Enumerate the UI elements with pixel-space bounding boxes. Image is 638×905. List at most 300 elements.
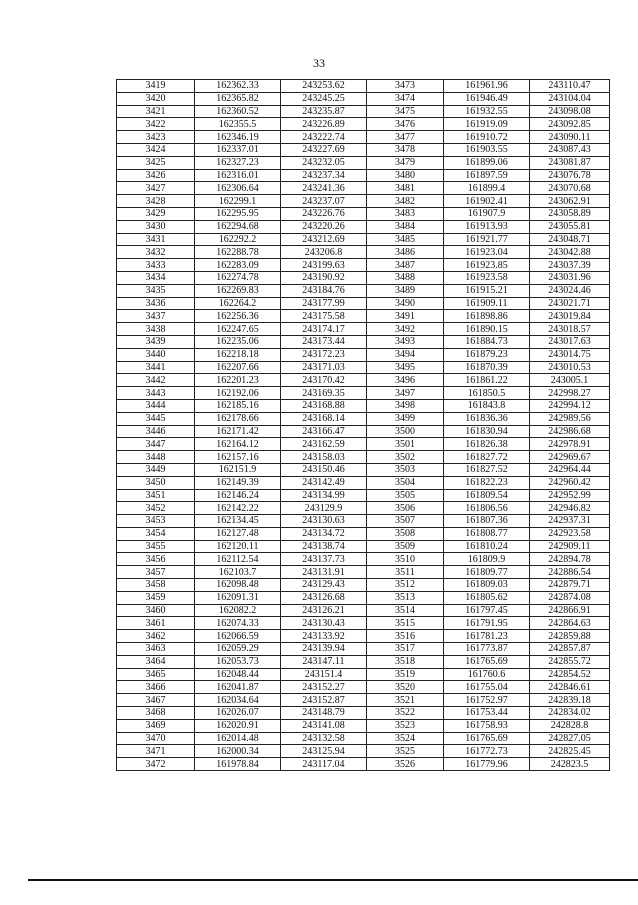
point-number-left-cell: 3458 <box>117 579 195 592</box>
y-coordinate-left-cell: 243134.99 <box>281 489 367 502</box>
y-coordinate-right-cell: 243017.63 <box>530 335 610 348</box>
x-coordinate-right-cell: 161822.23 <box>444 476 530 489</box>
x-coordinate-left-cell: 162000.34 <box>195 745 281 758</box>
table-row <box>117 655 610 668</box>
point-number-left-cell: 3428 <box>117 195 195 208</box>
point-number-left-cell: 3419 <box>117 80 195 93</box>
y-coordinate-right-cell: 242923.58 <box>530 527 610 540</box>
x-coordinate-left-cell: 162235.06 <box>195 335 281 348</box>
point-number-left-cell: 3424 <box>117 143 195 156</box>
x-coordinate-right-cell: 161760.6 <box>444 668 530 681</box>
x-coordinate-left-cell: 162091.31 <box>195 591 281 604</box>
table-row <box>117 553 610 566</box>
point-number-left-cell: 3467 <box>117 694 195 707</box>
x-coordinate-right-cell: 161765.69 <box>444 732 530 745</box>
x-coordinate-left-cell: 162360.52 <box>195 105 281 118</box>
y-coordinate-left-cell: 243226.89 <box>281 118 367 131</box>
x-coordinate-right-cell: 161806.56 <box>444 502 530 515</box>
point-number-left-cell: 3464 <box>117 655 195 668</box>
y-coordinate-left-cell: 243237.07 <box>281 195 367 208</box>
x-coordinate-left-cell: 162178.66 <box>195 412 281 425</box>
table-row <box>117 463 610 476</box>
point-number-right-cell: 3478 <box>367 143 444 156</box>
table-row <box>117 105 610 118</box>
point-number-right-cell: 3508 <box>367 527 444 540</box>
x-coordinate-right-cell: 161765.69 <box>444 655 530 668</box>
x-coordinate-right-cell: 161826.38 <box>444 438 530 451</box>
y-coordinate-left-cell: 243170.42 <box>281 374 367 387</box>
table-row <box>117 131 610 144</box>
y-coordinate-left-cell: 243245.25 <box>281 92 367 105</box>
table-row <box>117 348 610 361</box>
x-coordinate-left-cell: 162365.82 <box>195 92 281 105</box>
y-coordinate-right-cell: 243087.43 <box>530 143 610 156</box>
table-row <box>117 118 610 131</box>
table-row <box>117 310 610 323</box>
y-coordinate-left-cell: 243184.76 <box>281 284 367 297</box>
point-number-right-cell: 3498 <box>367 399 444 412</box>
x-coordinate-right-cell: 161758.93 <box>444 719 530 732</box>
y-coordinate-left-cell: 243174.17 <box>281 323 367 336</box>
point-number-left-cell: 3427 <box>117 182 195 195</box>
y-coordinate-right-cell: 243058.89 <box>530 207 610 220</box>
x-coordinate-left-cell: 162355.5 <box>195 118 281 131</box>
y-coordinate-right-cell: 243055.81 <box>530 220 610 233</box>
x-coordinate-left-cell: 162274.78 <box>195 271 281 284</box>
point-number-left-cell: 3433 <box>117 259 195 272</box>
x-coordinate-right-cell: 161809.54 <box>444 489 530 502</box>
point-number-right-cell: 3525 <box>367 745 444 758</box>
y-coordinate-left-cell: 243166.47 <box>281 425 367 438</box>
y-coordinate-right-cell: 243042.88 <box>530 246 610 259</box>
y-coordinate-left-cell: 243147.11 <box>281 655 367 668</box>
y-coordinate-right-cell: 242866.91 <box>530 604 610 617</box>
y-coordinate-left-cell: 243227.69 <box>281 143 367 156</box>
y-coordinate-right-cell: 242960.42 <box>530 476 610 489</box>
x-coordinate-right-cell: 161890.15 <box>444 323 530 336</box>
y-coordinate-right-cell: 243098.08 <box>530 105 610 118</box>
table-row <box>117 630 610 643</box>
point-number-right-cell: 3499 <box>367 412 444 425</box>
table-row <box>117 399 610 412</box>
point-number-right-cell: 3481 <box>367 182 444 195</box>
point-number-left-cell: 3429 <box>117 207 195 220</box>
y-coordinate-left-cell: 243126.68 <box>281 591 367 604</box>
x-coordinate-right-cell: 161932.55 <box>444 105 530 118</box>
x-coordinate-left-cell: 162066.59 <box>195 630 281 643</box>
y-coordinate-right-cell: 242879.71 <box>530 579 610 592</box>
x-coordinate-left-cell: 161978.84 <box>195 758 281 771</box>
x-coordinate-left-cell: 162288.78 <box>195 246 281 259</box>
y-coordinate-right-cell: 242846.61 <box>530 681 610 694</box>
y-coordinate-left-cell: 243151.4 <box>281 668 367 681</box>
y-coordinate-left-cell: 243126.21 <box>281 604 367 617</box>
y-coordinate-left-cell: 243199.63 <box>281 259 367 272</box>
point-number-right-cell: 3519 <box>367 668 444 681</box>
point-number-left-cell: 3434 <box>117 271 195 284</box>
x-coordinate-left-cell: 162264.2 <box>195 297 281 310</box>
x-coordinate-right-cell: 161810.24 <box>444 540 530 553</box>
y-coordinate-right-cell: 242909.11 <box>530 540 610 553</box>
point-number-left-cell: 3449 <box>117 463 195 476</box>
table-row <box>117 745 610 758</box>
point-number-right-cell: 3484 <box>367 220 444 233</box>
point-number-left-cell: 3459 <box>117 591 195 604</box>
y-coordinate-right-cell: 243010.53 <box>530 361 610 374</box>
x-coordinate-right-cell: 161809.77 <box>444 566 530 579</box>
point-number-left-cell: 3430 <box>117 220 195 233</box>
table-row <box>117 579 610 592</box>
point-number-left-cell: 3442 <box>117 374 195 387</box>
point-number-right-cell: 3492 <box>367 323 444 336</box>
y-coordinate-right-cell: 242854.52 <box>530 668 610 681</box>
page-number: 33 <box>313 56 325 70</box>
point-number-left-cell: 3461 <box>117 617 195 630</box>
table-row <box>117 323 610 336</box>
x-coordinate-right-cell: 161850.5 <box>444 387 530 400</box>
y-coordinate-left-cell: 243132.58 <box>281 732 367 745</box>
point-number-right-cell: 3521 <box>367 694 444 707</box>
y-coordinate-left-cell: 243222.74 <box>281 131 367 144</box>
y-coordinate-right-cell: 242827.05 <box>530 732 610 745</box>
point-number-left-cell: 3463 <box>117 643 195 656</box>
x-coordinate-right-cell: 161843.8 <box>444 399 530 412</box>
x-coordinate-right-cell: 161809.03 <box>444 579 530 592</box>
y-coordinate-left-cell: 243212.69 <box>281 233 367 246</box>
x-coordinate-left-cell: 162256.36 <box>195 310 281 323</box>
y-coordinate-left-cell: 243131.91 <box>281 566 367 579</box>
table-row <box>117 515 610 528</box>
point-number-right-cell: 3490 <box>367 297 444 310</box>
point-number-left-cell: 3468 <box>117 707 195 720</box>
point-number-right-cell: 3476 <box>367 118 444 131</box>
x-coordinate-right-cell: 161884.73 <box>444 335 530 348</box>
x-coordinate-right-cell: 161809.9 <box>444 553 530 566</box>
point-number-right-cell: 3488 <box>367 271 444 284</box>
y-coordinate-left-cell: 243150.46 <box>281 463 367 476</box>
y-coordinate-right-cell: 242834.02 <box>530 707 610 720</box>
y-coordinate-left-cell: 243253.62 <box>281 80 367 93</box>
table-row <box>117 220 610 233</box>
table-row <box>117 719 610 732</box>
x-coordinate-left-cell: 162142.22 <box>195 502 281 515</box>
point-number-left-cell: 3439 <box>117 335 195 348</box>
table-row <box>117 259 610 272</box>
point-number-right-cell: 3523 <box>367 719 444 732</box>
x-coordinate-left-cell: 162157.16 <box>195 451 281 464</box>
y-coordinate-right-cell: 243110.47 <box>530 80 610 93</box>
point-number-right-cell: 3501 <box>367 438 444 451</box>
point-number-left-cell: 3446 <box>117 425 195 438</box>
table-row <box>117 246 610 259</box>
x-coordinate-right-cell: 161870.39 <box>444 361 530 374</box>
point-number-right-cell: 3487 <box>367 259 444 272</box>
table-row <box>117 374 610 387</box>
y-coordinate-left-cell: 243190.92 <box>281 271 367 284</box>
table-row <box>117 604 610 617</box>
x-coordinate-right-cell: 161923.04 <box>444 246 530 259</box>
bottom-rule <box>28 879 638 881</box>
point-number-right-cell: 3509 <box>367 540 444 553</box>
table-row <box>117 566 610 579</box>
point-number-right-cell: 3505 <box>367 489 444 502</box>
point-number-right-cell: 3522 <box>367 707 444 720</box>
point-number-left-cell: 3452 <box>117 502 195 515</box>
x-coordinate-left-cell: 162295.95 <box>195 207 281 220</box>
y-coordinate-left-cell: 243129.43 <box>281 579 367 592</box>
point-number-left-cell: 3471 <box>117 745 195 758</box>
point-number-left-cell: 3443 <box>117 387 195 400</box>
y-coordinate-right-cell: 243031.96 <box>530 271 610 284</box>
point-number-right-cell: 3507 <box>367 515 444 528</box>
point-number-left-cell: 3435 <box>117 284 195 297</box>
y-coordinate-right-cell: 242864.63 <box>530 617 610 630</box>
x-coordinate-right-cell: 161921.77 <box>444 233 530 246</box>
point-number-right-cell: 3489 <box>367 284 444 297</box>
x-coordinate-left-cell: 162337.01 <box>195 143 281 156</box>
y-coordinate-left-cell: 243171.03 <box>281 361 367 374</box>
x-coordinate-left-cell: 162146.24 <box>195 489 281 502</box>
x-coordinate-right-cell: 161879.23 <box>444 348 530 361</box>
y-coordinate-left-cell: 243162.59 <box>281 438 367 451</box>
point-number-left-cell: 3423 <box>117 131 195 144</box>
point-number-left-cell: 3455 <box>117 540 195 553</box>
x-coordinate-left-cell: 162074.33 <box>195 617 281 630</box>
y-coordinate-right-cell: 242886.54 <box>530 566 610 579</box>
table-row <box>117 156 610 169</box>
x-coordinate-right-cell: 161807.36 <box>444 515 530 528</box>
y-coordinate-right-cell: 243018.57 <box>530 323 610 336</box>
y-coordinate-right-cell: 243104.04 <box>530 92 610 105</box>
x-coordinate-left-cell: 162316.01 <box>195 169 281 182</box>
coordinate-table <box>116 79 610 771</box>
point-number-right-cell: 3473 <box>367 80 444 93</box>
point-number-left-cell: 3450 <box>117 476 195 489</box>
x-coordinate-right-cell: 161773.87 <box>444 643 530 656</box>
table-row <box>117 476 610 489</box>
table-row <box>117 617 610 630</box>
x-coordinate-right-cell: 161907.9 <box>444 207 530 220</box>
point-number-left-cell: 3453 <box>117 515 195 528</box>
point-number-left-cell: 3462 <box>117 630 195 643</box>
y-coordinate-left-cell: 243129.9 <box>281 502 367 515</box>
table-row <box>117 489 610 502</box>
x-coordinate-left-cell: 162201.23 <box>195 374 281 387</box>
point-number-right-cell: 3491 <box>367 310 444 323</box>
y-coordinate-left-cell: 243232.05 <box>281 156 367 169</box>
point-number-right-cell: 3503 <box>367 463 444 476</box>
point-number-left-cell: 3420 <box>117 92 195 105</box>
point-number-left-cell: 3460 <box>117 604 195 617</box>
x-coordinate-right-cell: 161902.41 <box>444 195 530 208</box>
y-coordinate-right-cell: 242998.27 <box>530 387 610 400</box>
point-number-right-cell: 3475 <box>367 105 444 118</box>
y-coordinate-right-cell: 242946.82 <box>530 502 610 515</box>
x-coordinate-left-cell: 162026.07 <box>195 707 281 720</box>
x-coordinate-right-cell: 161861.22 <box>444 374 530 387</box>
point-number-right-cell: 3517 <box>367 643 444 656</box>
point-number-right-cell: 3477 <box>367 131 444 144</box>
x-coordinate-right-cell: 161791.95 <box>444 617 530 630</box>
y-coordinate-right-cell: 243021.71 <box>530 297 610 310</box>
y-coordinate-right-cell: 242839.18 <box>530 694 610 707</box>
table-row <box>117 412 610 425</box>
x-coordinate-left-cell: 162192.06 <box>195 387 281 400</box>
table-row <box>117 668 610 681</box>
point-number-left-cell: 3448 <box>117 451 195 464</box>
x-coordinate-right-cell: 161919.09 <box>444 118 530 131</box>
x-coordinate-right-cell: 161830.94 <box>444 425 530 438</box>
y-coordinate-right-cell: 243019.84 <box>530 310 610 323</box>
y-coordinate-left-cell: 243169.35 <box>281 387 367 400</box>
x-coordinate-left-cell: 162346.19 <box>195 131 281 144</box>
x-coordinate-left-cell: 162059.29 <box>195 643 281 656</box>
x-coordinate-left-cell: 162171.42 <box>195 425 281 438</box>
y-coordinate-right-cell: 242857.87 <box>530 643 610 656</box>
point-number-right-cell: 3497 <box>367 387 444 400</box>
point-number-right-cell: 3515 <box>367 617 444 630</box>
table-row <box>117 297 610 310</box>
x-coordinate-right-cell: 161898.86 <box>444 310 530 323</box>
point-number-right-cell: 3514 <box>367 604 444 617</box>
table-row <box>117 732 610 745</box>
x-coordinate-right-cell: 161836.36 <box>444 412 530 425</box>
table-row <box>117 80 610 93</box>
x-coordinate-left-cell: 162112.54 <box>195 553 281 566</box>
x-coordinate-right-cell: 161827.52 <box>444 463 530 476</box>
x-coordinate-right-cell: 161755.04 <box>444 681 530 694</box>
x-coordinate-right-cell: 161779.96 <box>444 758 530 771</box>
x-coordinate-right-cell: 161781.23 <box>444 630 530 643</box>
table-row <box>117 643 610 656</box>
x-coordinate-left-cell: 162283.09 <box>195 259 281 272</box>
x-coordinate-left-cell: 162053.73 <box>195 655 281 668</box>
y-coordinate-right-cell: 242978.91 <box>530 438 610 451</box>
x-coordinate-left-cell: 162218.18 <box>195 348 281 361</box>
y-coordinate-left-cell: 243173.44 <box>281 335 367 348</box>
y-coordinate-left-cell: 243137.73 <box>281 553 367 566</box>
table-row <box>117 527 610 540</box>
x-coordinate-right-cell: 161753.44 <box>444 707 530 720</box>
point-number-right-cell: 3494 <box>367 348 444 361</box>
point-number-left-cell: 3456 <box>117 553 195 566</box>
point-number-left-cell: 3425 <box>117 156 195 169</box>
y-coordinate-left-cell: 243158.03 <box>281 451 367 464</box>
point-number-right-cell: 3496 <box>367 374 444 387</box>
x-coordinate-left-cell: 162292.2 <box>195 233 281 246</box>
table-row <box>117 694 610 707</box>
x-coordinate-right-cell: 161903.55 <box>444 143 530 156</box>
x-coordinate-right-cell: 161946.49 <box>444 92 530 105</box>
x-coordinate-right-cell: 161805.62 <box>444 591 530 604</box>
y-coordinate-left-cell: 243235.87 <box>281 105 367 118</box>
point-number-left-cell: 3438 <box>117 323 195 336</box>
x-coordinate-right-cell: 161752.97 <box>444 694 530 707</box>
point-number-right-cell: 3510 <box>367 553 444 566</box>
y-coordinate-left-cell: 243226.76 <box>281 207 367 220</box>
y-coordinate-right-cell: 242855.72 <box>530 655 610 668</box>
point-number-right-cell: 3482 <box>367 195 444 208</box>
x-coordinate-left-cell: 162151.9 <box>195 463 281 476</box>
y-coordinate-left-cell: 243139.94 <box>281 643 367 656</box>
y-coordinate-left-cell: 243134.72 <box>281 527 367 540</box>
x-coordinate-right-cell: 161923.85 <box>444 259 530 272</box>
x-coordinate-left-cell: 162207.66 <box>195 361 281 374</box>
y-coordinate-left-cell: 243130.63 <box>281 515 367 528</box>
y-coordinate-right-cell: 242823.5 <box>530 758 610 771</box>
table-row <box>117 195 610 208</box>
x-coordinate-left-cell: 162306.64 <box>195 182 281 195</box>
point-number-right-cell: 3511 <box>367 566 444 579</box>
y-coordinate-left-cell: 243148.79 <box>281 707 367 720</box>
point-number-right-cell: 3479 <box>367 156 444 169</box>
table-row <box>117 335 610 348</box>
table-row <box>117 233 610 246</box>
table-row <box>117 207 610 220</box>
y-coordinate-right-cell: 243014.75 <box>530 348 610 361</box>
point-number-right-cell: 3480 <box>367 169 444 182</box>
y-coordinate-right-cell: 242969.67 <box>530 451 610 464</box>
x-coordinate-right-cell: 161772.73 <box>444 745 530 758</box>
table-row <box>117 387 610 400</box>
point-number-left-cell: 3436 <box>117 297 195 310</box>
point-number-left-cell: 3441 <box>117 361 195 374</box>
x-coordinate-left-cell: 162247.65 <box>195 323 281 336</box>
y-coordinate-right-cell: 243005.1 <box>530 374 610 387</box>
point-number-right-cell: 3483 <box>367 207 444 220</box>
y-coordinate-left-cell: 243138.74 <box>281 540 367 553</box>
y-coordinate-left-cell: 243220.26 <box>281 220 367 233</box>
x-coordinate-right-cell: 161827.72 <box>444 451 530 464</box>
point-number-left-cell: 3447 <box>117 438 195 451</box>
y-coordinate-right-cell: 242937.31 <box>530 515 610 528</box>
coordinate-table-body <box>117 80 610 771</box>
point-number-left-cell: 3470 <box>117 732 195 745</box>
x-coordinate-left-cell: 162103.7 <box>195 566 281 579</box>
table-row <box>117 451 610 464</box>
y-coordinate-left-cell: 243130.43 <box>281 617 367 630</box>
y-coordinate-right-cell: 243037.39 <box>530 259 610 272</box>
table-row <box>117 502 610 515</box>
x-coordinate-left-cell: 162164.12 <box>195 438 281 451</box>
y-coordinate-right-cell: 243076.78 <box>530 169 610 182</box>
table-row <box>117 758 610 771</box>
x-coordinate-left-cell: 162098.48 <box>195 579 281 592</box>
point-number-right-cell: 3495 <box>367 361 444 374</box>
table-row <box>117 182 610 195</box>
y-coordinate-left-cell: 243172.23 <box>281 348 367 361</box>
x-coordinate-left-cell: 162127.48 <box>195 527 281 540</box>
y-coordinate-left-cell: 243175.58 <box>281 310 367 323</box>
x-coordinate-left-cell: 162299.1 <box>195 195 281 208</box>
x-coordinate-right-cell: 161910.72 <box>444 131 530 144</box>
y-coordinate-left-cell: 243133.92 <box>281 630 367 643</box>
table-row <box>117 425 610 438</box>
x-coordinate-left-cell: 162134.45 <box>195 515 281 528</box>
point-number-right-cell: 3526 <box>367 758 444 771</box>
x-coordinate-left-cell: 162082.2 <box>195 604 281 617</box>
x-coordinate-right-cell: 161909.11 <box>444 297 530 310</box>
x-coordinate-right-cell: 161913.93 <box>444 220 530 233</box>
point-number-left-cell: 3432 <box>117 246 195 259</box>
y-coordinate-right-cell: 242986.68 <box>530 425 610 438</box>
table-row <box>117 271 610 284</box>
point-number-left-cell: 3454 <box>117 527 195 540</box>
point-number-right-cell: 3500 <box>367 425 444 438</box>
y-coordinate-right-cell: 242859.88 <box>530 630 610 643</box>
point-number-left-cell: 3465 <box>117 668 195 681</box>
y-coordinate-right-cell: 242825.45 <box>530 745 610 758</box>
